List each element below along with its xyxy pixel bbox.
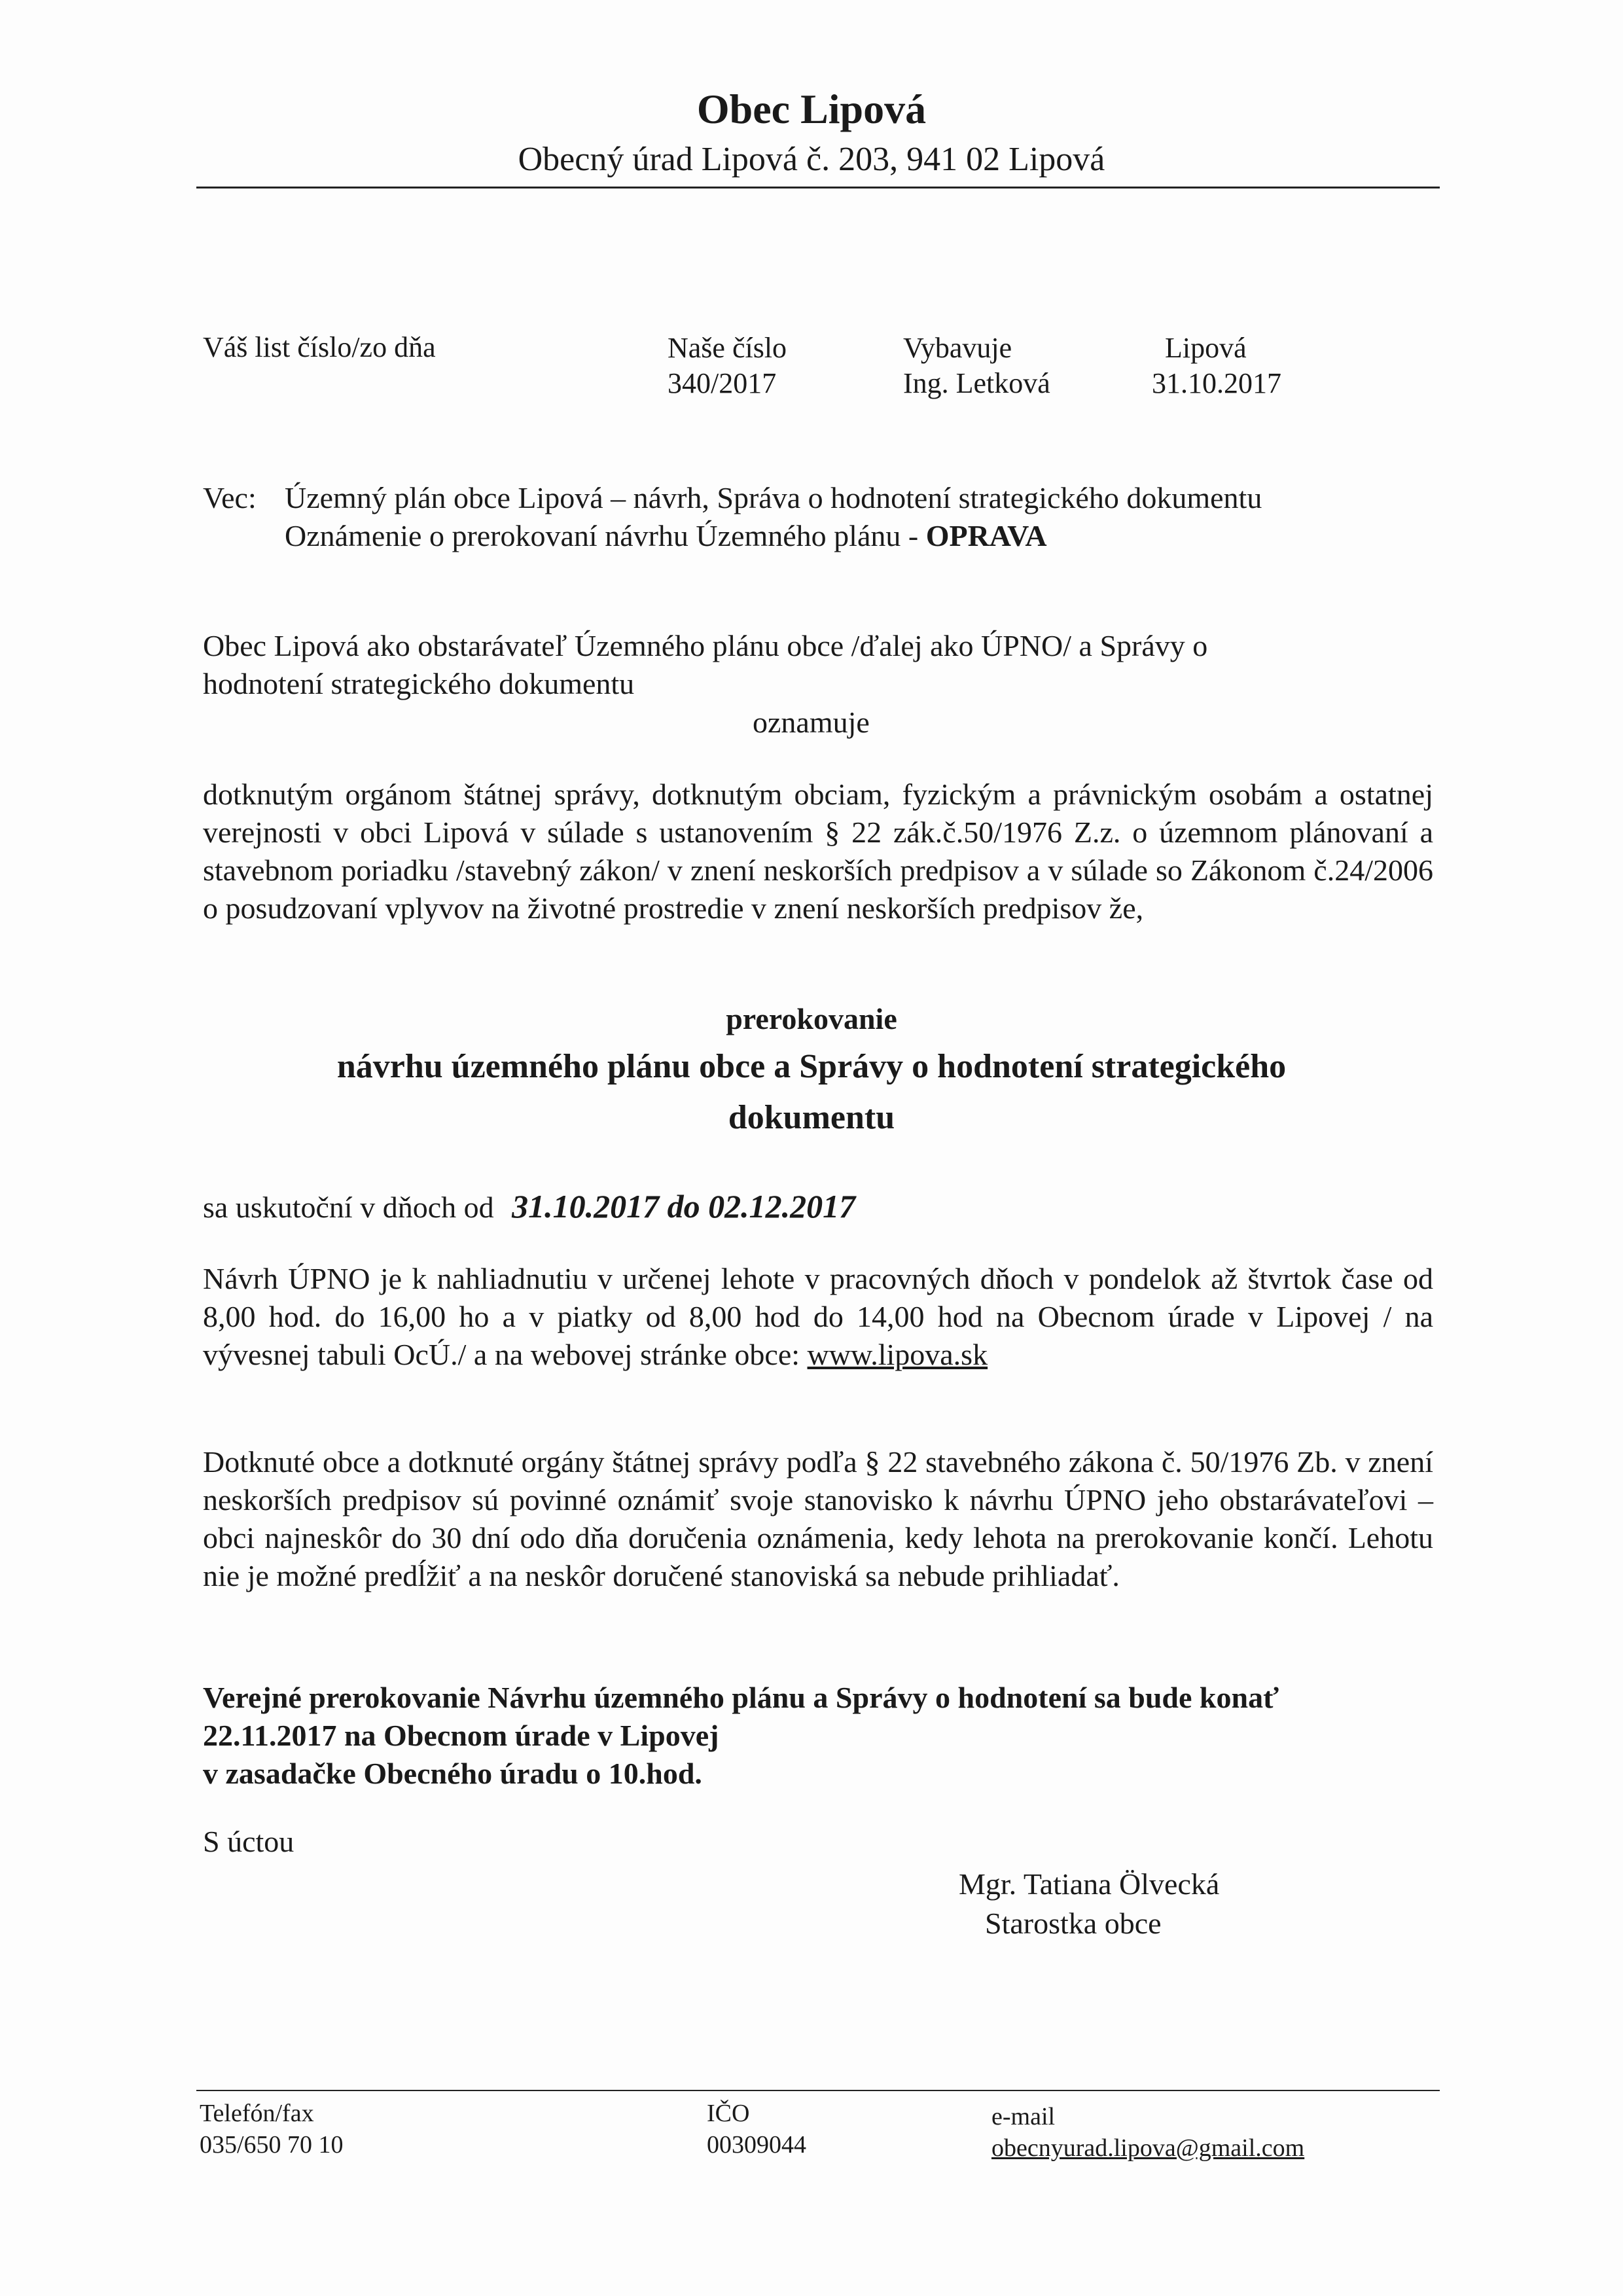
dates-line bbox=[203, 1187, 855, 1227]
footer-divider bbox=[196, 2090, 1440, 2091]
phone-value: 035/650 70 10 bbox=[200, 2131, 344, 2159]
subject-correction: OPRAVA bbox=[925, 519, 1047, 552]
date: 31.10.2017 bbox=[1152, 367, 1281, 399]
header-divider bbox=[196, 187, 1440, 188]
announces: oznamuje bbox=[753, 706, 870, 739]
heading-line3: dokumentu bbox=[728, 1099, 895, 1136]
handled-by-value: Ing. Letková bbox=[903, 367, 1050, 399]
handled-by-label: Vybavuje bbox=[903, 332, 1012, 364]
your-letter-label: Váš list číslo/zo dňa bbox=[203, 331, 436, 363]
subject-line2 bbox=[285, 517, 1047, 555]
footer-email bbox=[991, 2101, 1304, 2164]
dates-range: 31.10.2017 do 02.12.2017 bbox=[512, 1188, 856, 1225]
municipality-title: Obec Lipová bbox=[696, 86, 927, 132]
place: Lipová bbox=[1165, 332, 1247, 364]
place-date bbox=[1152, 331, 1281, 401]
ico-value: 00309044 bbox=[707, 2131, 806, 2159]
heading-line1: prerokovanie bbox=[726, 1002, 897, 1035]
availability-paragraph bbox=[203, 1260, 1433, 1374]
signatory-role: Starostka obce bbox=[985, 1907, 1162, 1940]
heading-line2: návrhu územného plánu obce a Správy o hodnotení strategického bbox=[336, 1048, 1287, 1085]
ico-label: IČO bbox=[707, 2100, 750, 2127]
email-label: e-mail bbox=[991, 2103, 1056, 2130]
footer-phone bbox=[200, 2098, 344, 2161]
website-link[interactable]: www.lipova.sk bbox=[807, 1338, 988, 1371]
dates-prefix: sa uskutoční v dňoch od bbox=[203, 1191, 502, 1224]
our-number-value: 340/2017 bbox=[668, 367, 777, 399]
phone-label: Telefón/fax bbox=[200, 2100, 314, 2127]
subject-prefix: Vec: bbox=[203, 481, 257, 514]
our-number-label: Naše číslo bbox=[668, 332, 787, 364]
office-address: Obecný úrad Lipová č. 203, 941 02 Lipová bbox=[518, 141, 1105, 178]
signatory-name: Mgr. Tatiana Ölvecká bbox=[959, 1867, 1220, 1901]
obligations-paragraph: Dotknuté obce a dotknuté orgány štátnej správy podľa § 22 stavebného zákona č. 50/1976 Zb. v znení neskorších predpisov sú povinné oznámiť svoje stanovisko k návrhu ÚPNO jeho obstarávateľovi – obci najneskôr do 30 dní odo dňa doručenia oznámenia, kedy lehota na prerokovanie končí. Lehotu nie je možné predĺžiť a na neskôr doručené stanoviská sa nebude prihliadať. bbox=[203, 1445, 1433, 1592]
handled-by bbox=[903, 331, 1050, 401]
availability-text: Návrh ÚPNO je k nahliadnutiu v určenej lehote v pracovných dňoch v pondelok až štvrtok čase od 8,00 hod. do 16,00 ho a v piatky od 8,00 hod do 14,00 hod na Obecnom úrade v Lipovej / na vývesnej tabuli OcÚ./ a na webovej stránke obce: bbox=[203, 1262, 1433, 1371]
hearing-line2: 22.11.2017 na Obecnom úrade v Lipovej bbox=[203, 1719, 719, 1752]
intro-text: Obec Lipová ako obstarávateľ Územného plánu obce /ďalej ako ÚPNO/ a Správy o hodnotení strategického dokumentu bbox=[203, 629, 1208, 700]
closing: S úctou bbox=[203, 1825, 294, 1858]
recipients-paragraph: dotknutým orgánom štátnej správy, dotknutým obciam, fyzickým a právnickým osobám a ostatnej verejnosti v obci Lipová v súlade s ustanovením § 22 zák.č.50/1976 Z.z. o územnom plánovaní a stavebnom poriadku /stavebný zákon/ v znení neskorších predpisov a v súlade so Zákonom č.24/2006 o posudzovaní vplyvov na životné prostredie v znení neskorších predpisov že, bbox=[203, 778, 1433, 925]
subject-line1: Územný plán obce Lipová – návrh, Správa o hodnotení strategického dokumentu bbox=[285, 481, 1262, 514]
our-number bbox=[668, 331, 787, 401]
subject-line2-text: Oznámenie o prerokovaní návrhu Územného plánu - bbox=[285, 519, 926, 552]
hearing-line1: Verejné prerokovanie Návrhu územného plánu a Správy o hodnotení sa bude konať bbox=[203, 1681, 1279, 1714]
footer-ico bbox=[707, 2098, 806, 2161]
hearing-line3: v zasadačke Obecného úradu o 10.hod. bbox=[203, 1757, 702, 1790]
email-link[interactable]: obecnyurad.lipova@gmail.com bbox=[991, 2134, 1305, 2162]
